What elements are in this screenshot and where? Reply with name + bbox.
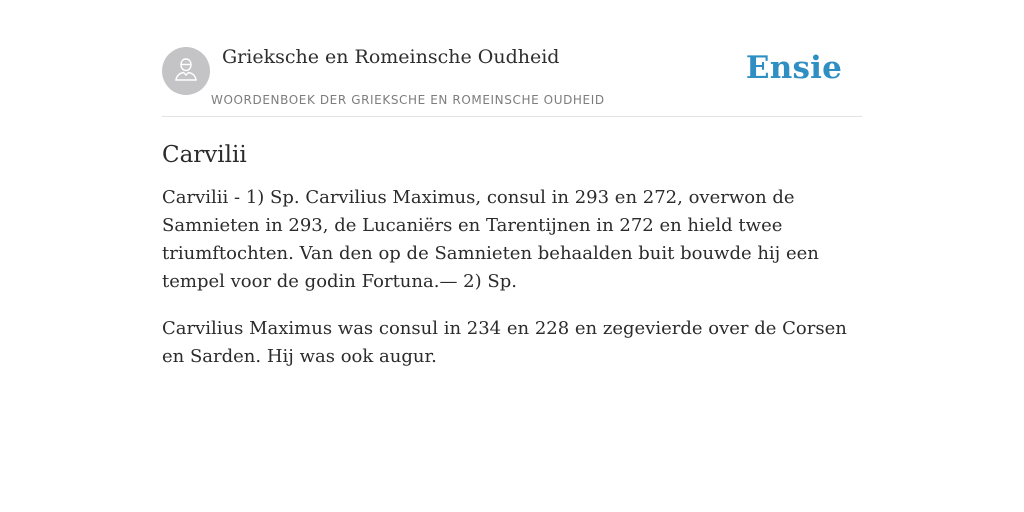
entry-paragraph: Carvilii - 1) Sp. Carvilius Maximus, consul in 293 en 272, overwon de Samnieten in 293, de Lucaniërs en Tarentijnen in 272 en hield twee triumftochten. Van den op de Samnieten behaalden buit bouwde hij een tempel voor de godin Fortuna.— 2) Sp. bbox=[162, 187, 819, 292]
entry-paragraph: Carvilius Maximus was consul in 234 en 228 en zegevierde over de Corsen en Sarden. Hij was ook augur. bbox=[162, 318, 847, 367]
source-name[interactable]: Grieksche en Romeinsche Oudheid bbox=[222, 46, 560, 68]
entry-content bbox=[162, 140, 862, 390]
entry-title: Carvilii bbox=[162, 142, 247, 168]
user-silhouette-icon bbox=[172, 55, 200, 87]
source-subtitle[interactable]: WOORDENBOEK DER GRIEKSCHE EN ROMEINSCHE OUDHEID bbox=[211, 93, 605, 107]
source-header bbox=[162, 46, 862, 117]
source-avatar[interactable] bbox=[162, 47, 210, 95]
ensie-logo[interactable]: Ensie bbox=[745, 50, 842, 86]
